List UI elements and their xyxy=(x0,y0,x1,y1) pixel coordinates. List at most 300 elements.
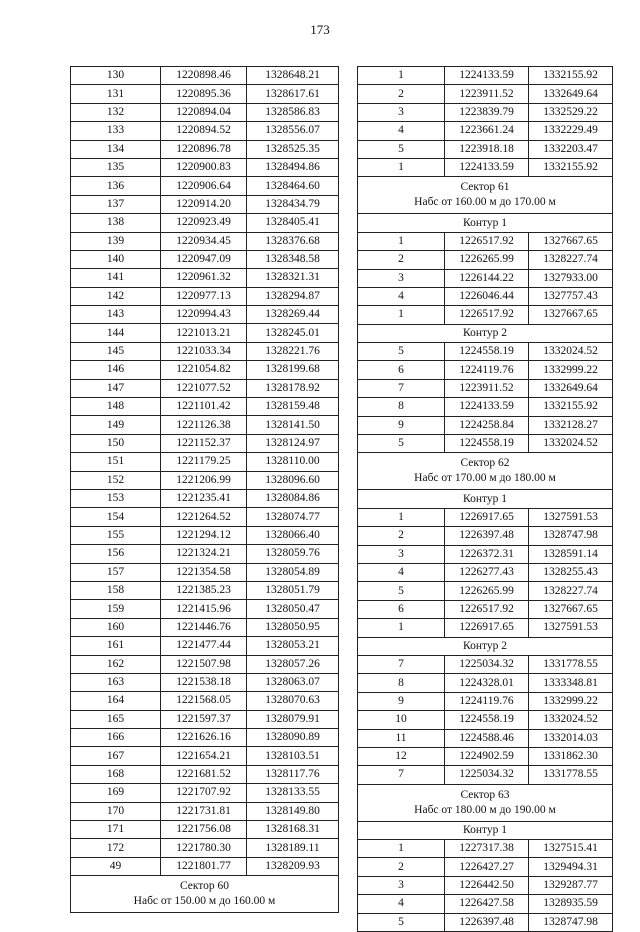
x-coordinate-cell: 1224258.84 xyxy=(445,416,529,434)
sector-title: Сектор 62 xyxy=(460,457,510,470)
table-row xyxy=(358,103,613,121)
table-row xyxy=(358,858,613,876)
point-number-cell: 3 xyxy=(358,103,445,121)
y-coordinate-cell: 1328189.11 xyxy=(247,839,339,857)
y-coordinate-cell: 1328066.40 xyxy=(247,526,339,544)
point-number-cell: 136 xyxy=(71,177,161,195)
table-row xyxy=(71,802,339,820)
x-coordinate-cell: 1226397.48 xyxy=(445,913,529,931)
point-number-cell: 5 xyxy=(358,140,445,158)
y-coordinate-cell: 1328221.76 xyxy=(247,342,339,360)
y-coordinate-cell: 1332649.64 xyxy=(529,85,613,103)
point-number-cell: 6 xyxy=(358,361,445,379)
contour-label: Контур 2 xyxy=(358,637,613,655)
y-coordinate-cell: 1328209.93 xyxy=(247,857,339,875)
y-coordinate-cell: 1332999.22 xyxy=(529,361,613,379)
table-row xyxy=(71,471,339,489)
y-coordinate-cell: 1328159.48 xyxy=(247,398,339,416)
table-row xyxy=(71,269,339,287)
x-coordinate-cell: 1226517.92 xyxy=(445,600,529,618)
point-number-cell: 4 xyxy=(358,287,445,305)
y-coordinate-cell: 1328376.68 xyxy=(247,232,339,250)
x-coordinate-cell: 1221324.21 xyxy=(161,545,247,563)
point-number-cell: 1 xyxy=(358,158,445,176)
point-number-cell: 147 xyxy=(71,379,161,397)
table-row xyxy=(358,527,613,545)
y-coordinate-cell: 1328079.91 xyxy=(247,710,339,728)
x-coordinate-cell: 1226427.27 xyxy=(445,858,529,876)
x-coordinate-cell: 1226046.44 xyxy=(445,287,529,305)
sector-header-cell xyxy=(358,177,613,214)
x-coordinate-cell: 1221054.82 xyxy=(161,361,247,379)
table-row xyxy=(358,67,613,85)
table-row xyxy=(358,766,613,784)
point-number-cell: 155 xyxy=(71,526,161,544)
y-coordinate-cell: 1328051.79 xyxy=(247,581,339,599)
x-coordinate-cell: 1220898.46 xyxy=(161,67,247,85)
point-number-cell: 3 xyxy=(358,545,445,563)
y-coordinate-cell: 1328434.79 xyxy=(247,195,339,213)
point-number-cell: 146 xyxy=(71,361,161,379)
x-coordinate-cell: 1223911.52 xyxy=(445,379,529,397)
y-coordinate-cell: 1332155.92 xyxy=(529,398,613,416)
table-row xyxy=(71,729,339,747)
y-coordinate-cell: 1329287.77 xyxy=(529,876,613,894)
point-number-cell: 8 xyxy=(358,398,445,416)
x-coordinate-cell: 1223918.18 xyxy=(445,140,529,158)
point-number-cell: 1 xyxy=(358,508,445,526)
point-number-cell: 2 xyxy=(358,858,445,876)
point-number-cell: 11 xyxy=(358,729,445,747)
contour-label: Контур 1 xyxy=(358,821,613,839)
y-coordinate-cell: 1328269.44 xyxy=(247,306,339,324)
point-number-cell: 8 xyxy=(358,674,445,692)
table-row xyxy=(358,508,613,526)
y-coordinate-cell: 1328747.98 xyxy=(529,913,613,931)
x-coordinate-cell: 1221597.37 xyxy=(161,710,247,728)
table-row xyxy=(71,306,339,324)
y-coordinate-cell: 1327933.00 xyxy=(529,269,613,287)
y-coordinate-cell: 1328054.89 xyxy=(247,563,339,581)
point-number-cell: 49 xyxy=(71,857,161,875)
x-coordinate-cell: 1226517.92 xyxy=(445,232,529,250)
point-number-cell: 137 xyxy=(71,195,161,213)
point-number-cell: 133 xyxy=(71,122,161,140)
x-coordinate-cell: 1221264.52 xyxy=(161,508,247,526)
x-coordinate-cell: 1221415.96 xyxy=(161,600,247,618)
point-number-cell: 138 xyxy=(71,214,161,232)
x-coordinate-cell: 1221507.98 xyxy=(161,655,247,673)
point-number-cell: 5 xyxy=(358,582,445,600)
x-coordinate-cell: 1220900.83 xyxy=(161,158,247,176)
x-coordinate-cell: 1224133.59 xyxy=(445,398,529,416)
y-coordinate-cell: 1332203.47 xyxy=(529,140,613,158)
x-coordinate-cell: 1226372.31 xyxy=(445,545,529,563)
table-row xyxy=(358,343,613,361)
coordinates-table-right xyxy=(357,66,613,932)
x-coordinate-cell: 1220923.49 xyxy=(161,214,247,232)
contour-label: Контур 2 xyxy=(358,324,613,342)
x-coordinate-cell: 1220947.09 xyxy=(161,250,247,268)
y-coordinate-cell: 1327667.65 xyxy=(529,232,613,250)
y-coordinate-cell: 1331778.55 xyxy=(529,766,613,784)
y-coordinate-cell: 1328294.87 xyxy=(247,287,339,305)
table-row xyxy=(71,195,339,213)
y-coordinate-cell: 1327515.41 xyxy=(529,840,613,858)
point-number-cell: 162 xyxy=(71,655,161,673)
table-row xyxy=(71,600,339,618)
table-row xyxy=(358,692,613,710)
sector-height-range: Набс от 160.00 м до 170.00 м xyxy=(414,196,556,209)
table-row xyxy=(358,158,613,176)
point-number-cell: 145 xyxy=(71,342,161,360)
table-row xyxy=(71,140,339,158)
y-coordinate-cell: 1328556.07 xyxy=(247,122,339,140)
contour-1-header xyxy=(358,490,613,508)
y-coordinate-cell: 1328935.59 xyxy=(529,895,613,913)
x-coordinate-cell: 1226265.99 xyxy=(445,251,529,269)
y-coordinate-cell: 1328617.61 xyxy=(247,85,339,103)
table-row xyxy=(71,489,339,507)
point-number-cell: 159 xyxy=(71,600,161,618)
x-coordinate-cell: 1220894.04 xyxy=(161,103,247,121)
point-number-cell: 150 xyxy=(71,434,161,452)
x-coordinate-cell: 1224119.76 xyxy=(445,692,529,710)
table-row xyxy=(358,582,613,600)
contour-2-header xyxy=(358,637,613,655)
y-coordinate-cell: 1328348.58 xyxy=(247,250,339,268)
x-coordinate-cell: 1220994.43 xyxy=(161,306,247,324)
coordinates-table-left xyxy=(70,66,339,913)
x-coordinate-cell: 1226277.43 xyxy=(445,563,529,581)
point-number-cell: 1 xyxy=(358,840,445,858)
y-coordinate-cell: 1332999.22 xyxy=(529,692,613,710)
table-row xyxy=(71,784,339,802)
y-coordinate-cell: 1328050.95 xyxy=(247,618,339,636)
point-number-cell: 1 xyxy=(358,232,445,250)
point-number-cell: 143 xyxy=(71,306,161,324)
x-coordinate-cell: 1221446.76 xyxy=(161,618,247,636)
table-row xyxy=(358,619,613,637)
point-number-cell: 151 xyxy=(71,453,161,471)
y-coordinate-cell: 1327757.43 xyxy=(529,287,613,305)
x-coordinate-cell: 1225034.32 xyxy=(445,655,529,673)
table-row xyxy=(358,563,613,581)
point-number-cell: 140 xyxy=(71,250,161,268)
y-coordinate-cell: 1328227.74 xyxy=(529,582,613,600)
point-number-cell: 5 xyxy=(358,435,445,453)
y-coordinate-cell: 1331862.30 xyxy=(529,747,613,765)
sector-height-range: Набс от 170.00 м до 180.00 м xyxy=(414,472,556,485)
x-coordinate-cell: 1226442.50 xyxy=(445,876,529,894)
y-coordinate-cell: 1328321.31 xyxy=(247,269,339,287)
y-coordinate-cell: 1332128.27 xyxy=(529,416,613,434)
x-coordinate-cell: 1221206.99 xyxy=(161,471,247,489)
point-number-cell: 1 xyxy=(358,67,445,85)
x-coordinate-cell: 1226917.65 xyxy=(445,619,529,637)
table-row xyxy=(71,85,339,103)
x-coordinate-cell: 1224558.19 xyxy=(445,711,529,729)
table-row xyxy=(71,177,339,195)
point-number-cell: 130 xyxy=(71,67,161,85)
point-number-cell: 5 xyxy=(358,913,445,931)
table-row xyxy=(71,361,339,379)
contour-2-header xyxy=(358,324,613,342)
y-coordinate-cell: 1328591.14 xyxy=(529,545,613,563)
x-coordinate-cell: 1227317.38 xyxy=(445,840,529,858)
table-row xyxy=(358,361,613,379)
x-coordinate-cell: 1221077.52 xyxy=(161,379,247,397)
x-coordinate-cell: 1221654.21 xyxy=(161,747,247,765)
x-coordinate-cell: 1224328.01 xyxy=(445,674,529,692)
x-coordinate-cell: 1220894.52 xyxy=(161,122,247,140)
point-number-cell: 5 xyxy=(358,343,445,361)
x-coordinate-cell: 1221385.23 xyxy=(161,581,247,599)
point-number-cell: 168 xyxy=(71,765,161,783)
table-row xyxy=(71,67,339,85)
table-row xyxy=(358,600,613,618)
x-coordinate-cell: 1226144.22 xyxy=(445,269,529,287)
y-coordinate-cell: 1332024.52 xyxy=(529,435,613,453)
point-number-cell: 135 xyxy=(71,158,161,176)
y-coordinate-cell: 1329494.31 xyxy=(529,858,613,876)
point-number-cell: 2 xyxy=(358,85,445,103)
y-coordinate-cell: 1328747.98 xyxy=(529,527,613,545)
table-row xyxy=(358,913,613,931)
x-coordinate-cell: 1220896.78 xyxy=(161,140,247,158)
y-coordinate-cell: 1332229.49 xyxy=(529,122,613,140)
point-number-cell: 9 xyxy=(358,416,445,434)
point-number-cell: 10 xyxy=(358,711,445,729)
table-row xyxy=(71,103,339,121)
table-row xyxy=(71,563,339,581)
point-number-cell: 139 xyxy=(71,232,161,250)
sector-61-header xyxy=(358,177,613,214)
y-coordinate-cell: 1328178.92 xyxy=(247,379,339,397)
y-coordinate-cell: 1328245.01 xyxy=(247,324,339,342)
sector-title: Сектор 60 xyxy=(179,880,230,893)
table-row xyxy=(71,655,339,673)
table-row xyxy=(71,765,339,783)
x-coordinate-cell: 1221780.30 xyxy=(161,839,247,857)
table-row xyxy=(71,618,339,636)
sector-header-cell xyxy=(358,453,613,490)
table-row xyxy=(358,674,613,692)
x-coordinate-cell: 1220934.45 xyxy=(161,232,247,250)
point-number-cell: 167 xyxy=(71,747,161,765)
x-coordinate-cell: 1220914.20 xyxy=(161,195,247,213)
point-number-cell: 2 xyxy=(358,527,445,545)
x-coordinate-cell: 1221013.21 xyxy=(161,324,247,342)
point-number-cell: 6 xyxy=(358,600,445,618)
x-coordinate-cell: 1224119.76 xyxy=(445,361,529,379)
point-number-cell: 158 xyxy=(71,581,161,599)
y-coordinate-cell: 1328405.41 xyxy=(247,214,339,232)
x-coordinate-cell: 1226265.99 xyxy=(445,582,529,600)
point-number-cell: 169 xyxy=(71,784,161,802)
point-number-cell: 4 xyxy=(358,895,445,913)
point-number-cell: 12 xyxy=(358,747,445,765)
x-coordinate-cell: 1221101.42 xyxy=(161,398,247,416)
table-row xyxy=(358,398,613,416)
y-coordinate-cell: 1332529.22 xyxy=(529,103,613,121)
point-number-cell: 134 xyxy=(71,140,161,158)
x-coordinate-cell: 1223911.52 xyxy=(445,85,529,103)
table-row xyxy=(71,692,339,710)
x-coordinate-cell: 1221681.52 xyxy=(161,765,247,783)
y-coordinate-cell: 1328648.21 xyxy=(247,67,339,85)
x-coordinate-cell: 1220906.64 xyxy=(161,177,247,195)
point-number-cell: 165 xyxy=(71,710,161,728)
y-coordinate-cell: 1327591.53 xyxy=(529,508,613,526)
y-coordinate-cell: 1332014.03 xyxy=(529,729,613,747)
y-coordinate-cell: 1328586.83 xyxy=(247,103,339,121)
y-coordinate-cell: 1328525.35 xyxy=(247,140,339,158)
y-coordinate-cell: 1328133.55 xyxy=(247,784,339,802)
contour-label: Контур 1 xyxy=(358,490,613,508)
y-coordinate-cell: 1333348.81 xyxy=(529,674,613,692)
table-row xyxy=(358,122,613,140)
sector-title: Сектор 61 xyxy=(460,181,510,194)
x-coordinate-cell: 1224133.59 xyxy=(445,67,529,85)
sector-62-header xyxy=(358,453,613,490)
table-row xyxy=(358,840,613,858)
y-coordinate-cell: 1328110.00 xyxy=(247,453,339,471)
sector-60-header xyxy=(71,876,339,913)
y-coordinate-cell: 1328464.60 xyxy=(247,177,339,195)
sector-63-header xyxy=(358,784,613,821)
table-row xyxy=(71,158,339,176)
y-coordinate-cell: 1328053.21 xyxy=(247,637,339,655)
point-number-cell: 144 xyxy=(71,324,161,342)
table-row xyxy=(71,821,339,839)
point-number-cell: 9 xyxy=(358,692,445,710)
y-coordinate-cell: 1328070.63 xyxy=(247,692,339,710)
point-number-cell: 148 xyxy=(71,398,161,416)
point-number-cell: 172 xyxy=(71,839,161,857)
x-coordinate-cell: 1221538.18 xyxy=(161,673,247,691)
table-row xyxy=(358,655,613,673)
x-coordinate-cell: 1221152.37 xyxy=(161,434,247,452)
table-row xyxy=(358,895,613,913)
point-number-cell: 170 xyxy=(71,802,161,820)
point-number-cell: 171 xyxy=(71,821,161,839)
point-number-cell: 7 xyxy=(358,766,445,784)
y-coordinate-cell: 1328103.51 xyxy=(247,747,339,765)
x-coordinate-cell: 1221801.77 xyxy=(161,857,247,875)
y-coordinate-cell: 1327667.65 xyxy=(529,306,613,324)
x-coordinate-cell: 1221568.05 xyxy=(161,692,247,710)
x-coordinate-cell: 1221179.25 xyxy=(161,453,247,471)
point-number-cell: 1 xyxy=(358,306,445,324)
table-row xyxy=(71,232,339,250)
contour-1-header xyxy=(358,214,613,232)
y-coordinate-cell: 1328117.76 xyxy=(247,765,339,783)
table-row xyxy=(358,269,613,287)
table-row xyxy=(71,545,339,563)
x-coordinate-cell: 1220895.36 xyxy=(161,85,247,103)
contour-1-header xyxy=(358,821,613,839)
point-number-cell: 3 xyxy=(358,876,445,894)
y-coordinate-cell: 1328494.86 xyxy=(247,158,339,176)
point-number-cell: 157 xyxy=(71,563,161,581)
x-coordinate-cell: 1224558.19 xyxy=(445,343,529,361)
sector-header-cell xyxy=(71,876,339,913)
table-row xyxy=(71,416,339,434)
contour-label: Контур 1 xyxy=(358,214,613,232)
y-coordinate-cell: 1328096.60 xyxy=(247,471,339,489)
table-row xyxy=(71,637,339,655)
table-row xyxy=(71,324,339,342)
x-coordinate-cell: 1223661.24 xyxy=(445,122,529,140)
y-coordinate-cell: 1328149.80 xyxy=(247,802,339,820)
table-row xyxy=(71,214,339,232)
x-coordinate-cell: 1221731.81 xyxy=(161,802,247,820)
table-row xyxy=(358,876,613,894)
point-number-cell: 142 xyxy=(71,287,161,305)
y-coordinate-cell: 1328090.89 xyxy=(247,729,339,747)
point-number-cell: 164 xyxy=(71,692,161,710)
x-coordinate-cell: 1226397.48 xyxy=(445,527,529,545)
table-row xyxy=(358,232,613,250)
table-row xyxy=(358,711,613,729)
x-coordinate-cell: 1221756.08 xyxy=(161,821,247,839)
table-row xyxy=(71,342,339,360)
y-coordinate-cell: 1328141.50 xyxy=(247,416,339,434)
sector-height-range: Набс от 180.00 м до 190.00 м xyxy=(414,803,556,816)
y-coordinate-cell: 1328199.68 xyxy=(247,361,339,379)
point-number-cell: 153 xyxy=(71,489,161,507)
table-row xyxy=(71,287,339,305)
x-coordinate-cell: 1221707.92 xyxy=(161,784,247,802)
x-coordinate-cell: 1223839.79 xyxy=(445,103,529,121)
point-number-cell: 1 xyxy=(358,619,445,637)
point-number-cell: 7 xyxy=(358,379,445,397)
y-coordinate-cell: 1332155.92 xyxy=(529,158,613,176)
page-number: 173 xyxy=(310,22,330,37)
y-coordinate-cell: 1328050.47 xyxy=(247,600,339,618)
table-row xyxy=(358,379,613,397)
y-coordinate-cell: 1328057.26 xyxy=(247,655,339,673)
point-number-cell: 149 xyxy=(71,416,161,434)
table-row xyxy=(358,416,613,434)
x-coordinate-cell: 1220977.13 xyxy=(161,287,247,305)
table-row xyxy=(71,434,339,452)
point-number-cell: 132 xyxy=(71,103,161,121)
point-number-cell: 7 xyxy=(358,655,445,673)
x-coordinate-cell: 1226517.92 xyxy=(445,306,529,324)
table-row xyxy=(71,747,339,765)
x-coordinate-cell: 1224588.46 xyxy=(445,729,529,747)
x-coordinate-cell: 1226427.58 xyxy=(445,895,529,913)
table-row xyxy=(71,857,339,875)
x-coordinate-cell: 1221033.34 xyxy=(161,342,247,360)
y-coordinate-cell: 1328227.74 xyxy=(529,251,613,269)
point-number-cell: 141 xyxy=(71,269,161,287)
table-row xyxy=(71,710,339,728)
table-row xyxy=(71,379,339,397)
table-row xyxy=(358,747,613,765)
point-number-cell: 161 xyxy=(71,637,161,655)
y-coordinate-cell: 1328063.07 xyxy=(247,673,339,691)
y-coordinate-cell: 1332155.92 xyxy=(529,67,613,85)
x-coordinate-cell: 1224558.19 xyxy=(445,435,529,453)
y-coordinate-cell: 1331778.55 xyxy=(529,655,613,673)
table-row xyxy=(71,526,339,544)
point-number-cell: 2 xyxy=(358,251,445,269)
y-coordinate-cell: 1328124.97 xyxy=(247,434,339,452)
x-coordinate-cell: 1221477.44 xyxy=(161,637,247,655)
